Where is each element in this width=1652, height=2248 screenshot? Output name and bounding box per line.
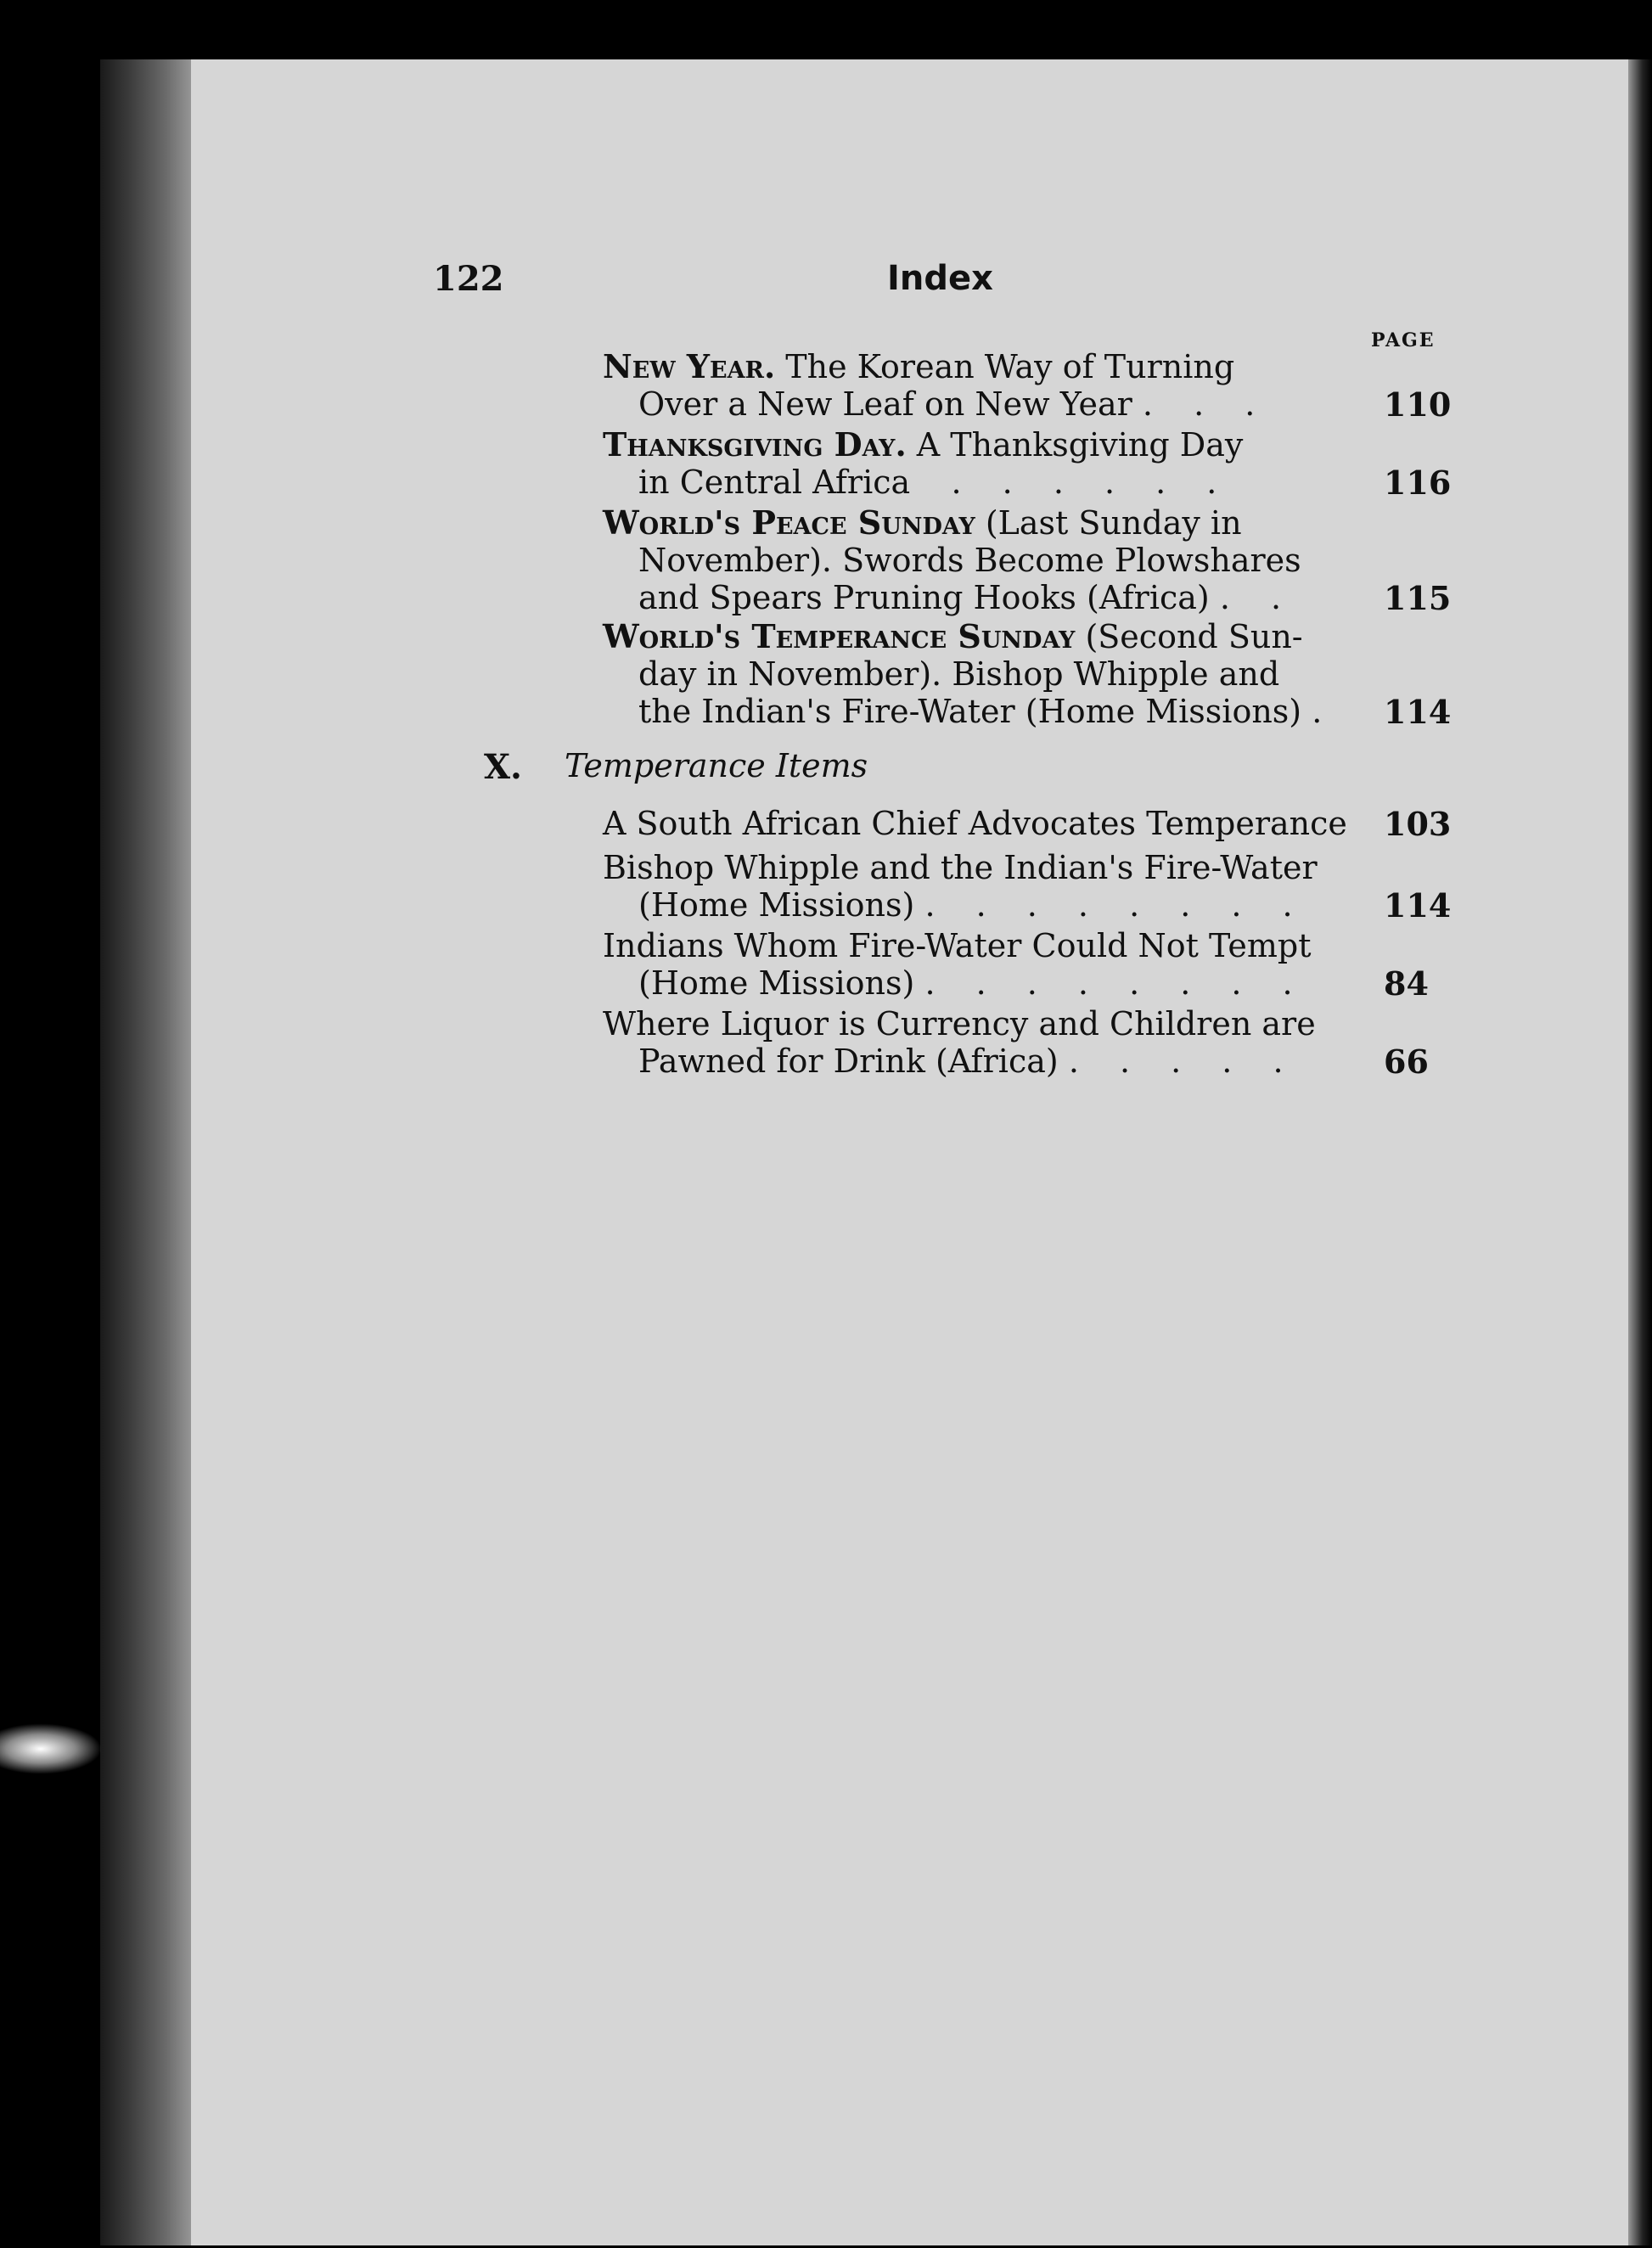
entry-text: A South African Chief Advocates Temperance [603,805,1347,842]
entry-text: Pawned for Drink (Africa) [638,1043,1059,1080]
leader-dots: . [1312,693,1338,730]
leader-dots: . . . . . . . . [924,964,1308,1002]
index-entry [603,805,1443,842]
entry-text: (Last Sunday in [975,504,1242,542]
entry-lead: New Year. [603,347,776,385]
section-number: X. [484,747,522,787]
page-edge [1628,59,1652,2245]
entry-page-number: 114 [1384,886,1452,924]
scan-artifact [0,1723,102,1774]
entry-page-number: 66 [1384,1043,1429,1081]
index-entry [603,426,1443,501]
entry-page-number: 84 [1384,964,1429,1003]
index-entry [603,348,1443,423]
entry-page-number: 114 [1384,693,1452,731]
entry-text: (Second Sun- [1075,618,1303,655]
entry-text: the Indian's Fire-Water (Home Missions) [638,693,1302,730]
entry-page-number: 116 [1384,464,1452,502]
entry-page-number: 103 [1384,805,1452,843]
entry-text: Indians Whom Fire-Water Could Not Tempt [603,927,1312,964]
page-number: 122 [433,259,504,299]
page-title: Index [887,259,993,298]
entry-text: (Home Missions) [638,886,915,924]
entry-page-number: 110 [1384,385,1452,424]
index-entry [603,618,1443,730]
entry-text: A Thanksgiving Day [906,426,1244,464]
leader-dots: . . [1219,579,1297,616]
index-entry [603,1005,1443,1080]
book-binding [100,59,194,2245]
page-column-label: PAGE [1371,329,1436,351]
index-entry [603,504,1443,616]
index-entry [603,849,1443,924]
leader-dots: . . . . . . [951,464,1233,501]
entry-text: Over a New Leaf on New Year [638,385,1132,423]
leader-dots: . . . . . . . . [924,886,1308,924]
entry-text: in Central Africa [638,464,911,501]
entry-text: day in November). Bishop Whipple and [638,655,1280,693]
index-entry [603,927,1443,1002]
leader-dots: . . . . . [1068,1043,1299,1080]
entry-text: and Spears Pruning Hooks (Africa) [638,579,1210,616]
entry-lead: Thanksgiving Day. [603,425,907,464]
entry-lead: World's Peace Sunday [603,503,975,542]
entry-text: November). Swords Become Plowshares [638,542,1301,579]
entry-lead: World's Temperance Sunday [603,617,1076,655]
entry-text: Bishop Whipple and the Indian's Fire-Water [603,849,1318,886]
entry-text: (Home Missions) [638,964,915,1002]
entry-text: Where Liquor is Currency and Children are [603,1005,1316,1043]
leader-dots: . . . [1142,385,1271,423]
section-title: Temperance Items [565,747,868,784]
entry-text: The Korean Way of Turning [775,348,1235,385]
entry-page-number: 115 [1384,579,1452,617]
